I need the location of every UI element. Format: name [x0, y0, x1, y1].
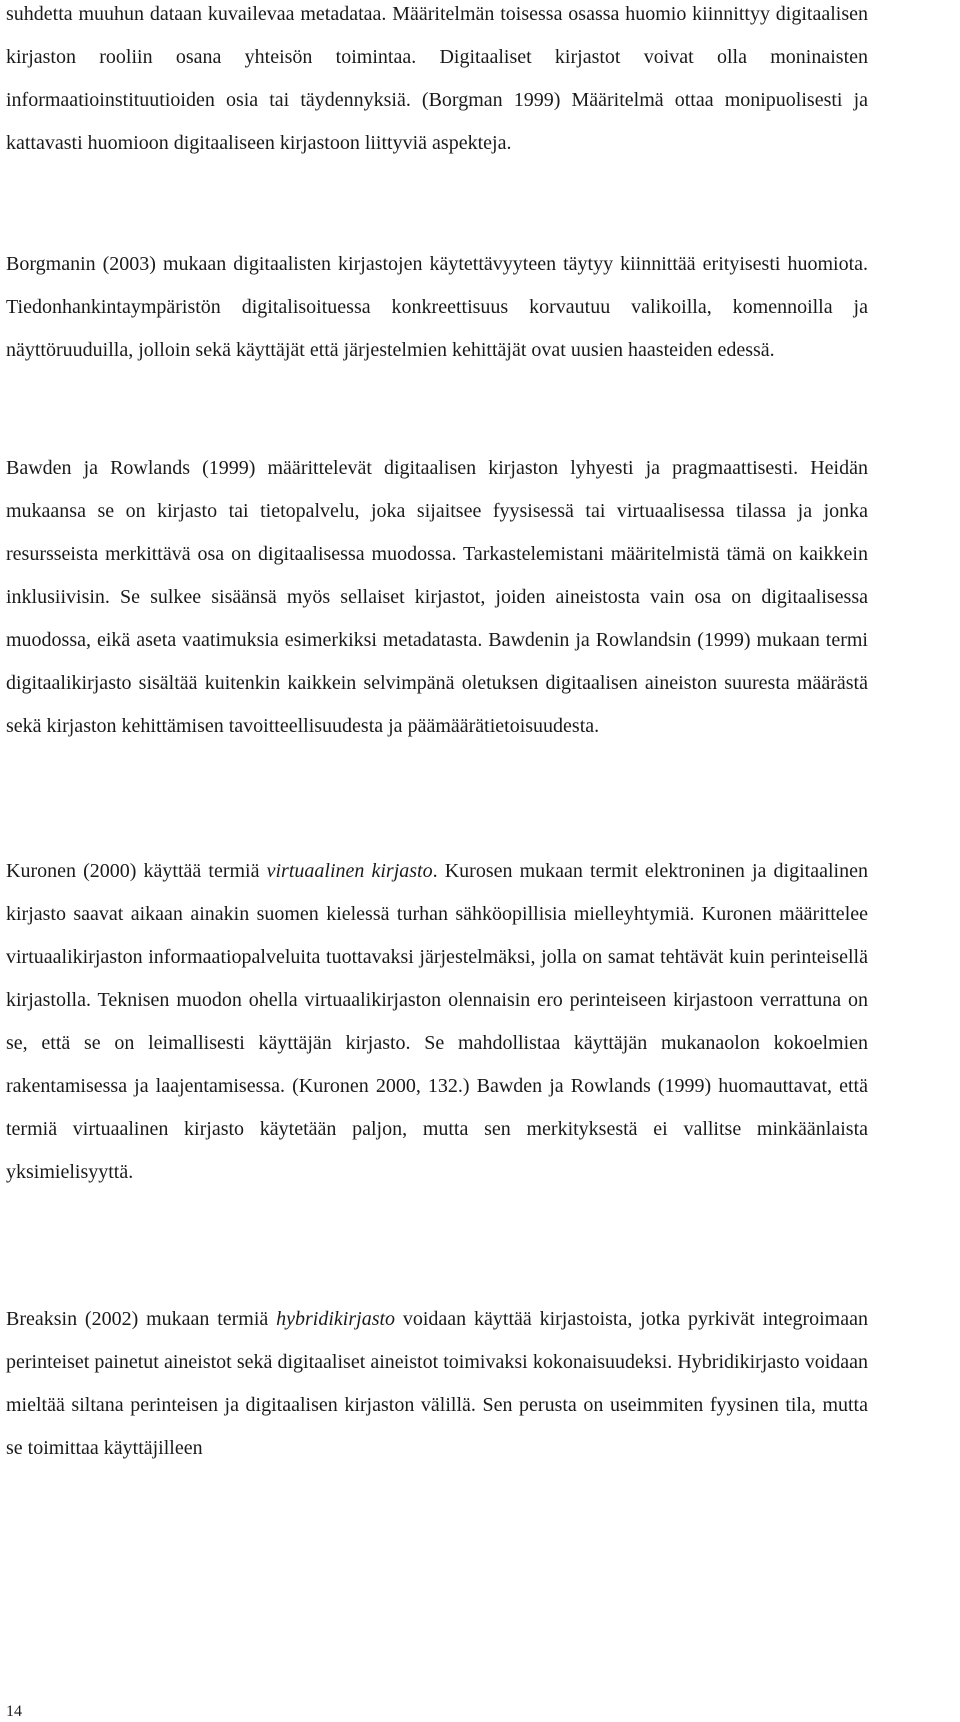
paragraph-text: Borgmanin (2003) mukaan digitaalisten kirjastojen käytettävyyteen täytyy kiinnittää erityisesti huomiota. Tiedonhankintaympäristön digitalisoituessa konkreettisuus korvautuu valikoilla, komennoilla ja näyttöruuduilla, jolloin sekä käyttäjät että järjestelmien kehittäjät ovat uusien haasteiden edessä.	[6, 253, 868, 361]
paragraph-virtual-library	[6, 850, 868, 1194]
paragraph-digital-library-definition	[6, 0, 868, 165]
paragraph-text-after: . Kurosen mukaan termit elektroninen ja digitaalinen kirjasto saavat aikaan ainakin suomen kielessä turhan sähköopillisia mielleyhtymiä. Kuronen määrittelee virtuaalikirjaston informaatiopalveluita tuottavaksi järjestelmäksi, jolla on samat tehtävät kuin perinteisellä kirjastolla. Teknisen muodon ohella virtuaalikirjaston olennaisin ero perinteiseen kirjastoon verrattuna on se, että se on leimallisesti käyttäjän kirjasto. Se mahdollistaa käyttäjän mukanaolon kokoelmien rakentamisessa ja laajentamisessa. (Kuronen 2000, 132.) Bawden ja Rowlands (1999) huomauttavat, että termiä virtuaalinen kirjasto käytetään paljon, mutta sen merkityksestä ei vallitse minkäänlaista yksimielisyyttä.	[6, 860, 868, 1183]
paragraph-hybrid-library	[6, 1298, 868, 1470]
paragraph-text-after: voidaan käyttää kirjastoista, jotka pyrkivät integroimaan perinteiset painetut aineistot sekä digitaaliset aineistot toimivaksi kokonaisuudeksi. Hybridikirjasto voidaan mieltää siltana perinteisen ja digitaalisen kirjaston välillä. Sen perusta on useimmiten fyysinen tila, mutta se toimittaa käyttäjilleen	[6, 1308, 868, 1459]
paragraph-text: suhdetta muuhun dataan kuvailevaa metadataa. Määritelmän toisessa osassa huomio kiinnittyy digitaalisen kirjaston rooliin osana yhteisön toimintaa. Digitaaliset kirjastot voivat olla moninaisten informaatioinstituutioiden osia tai täydennyksiä. (Borgman 1999) Määritelmä ottaa monipuolisesti ja kattavasti huomioon digitaaliseen kirjastoon liittyviä aspekteja.	[6, 3, 868, 154]
emphasized-term: hybridikirjasto	[276, 1308, 396, 1330]
paragraph-bawden-rowlands	[6, 447, 868, 748]
paragraph-text-before: Breaksin (2002) mukaan termiä	[6, 1308, 277, 1330]
page-number: 14	[6, 1703, 22, 1720]
emphasized-term: virtuaalinen kirjasto	[266, 860, 433, 882]
paragraph-text: Bawden ja Rowlands (1999) määrittelevät digitaalisen kirjaston lyhyesti ja pragmaattisesti. Heidän mukaansa se on kirjasto tai tietopalvelu, joka sijaitsee fyysisessä tai virtuaalisessa tilassa ja jonka resursseista merkittävä osa on digitaalisessa muodossa. Tarkastelemistani määritelmistä tämä on kaikkein inklusiivisin. Se sulkee sisäänsä myös sellaiset kirjastot, joiden aineistosta vain osa on digitaalisessa muodossa, eikä aseta vaatimuksia esimerkiksi metadatasta. Bawdenin ja Rowlandsin (1999) mukaan termi digitaalikirjasto sisältää kuitenkin kaikkein selvimpänä oletuksen digitaalisen aineiston suuresta määrästä sekä kirjaston kehittämisen tavoitteellisuudesta ja päämäärätietoisuudesta.	[6, 457, 868, 737]
paragraph-text-before: Kuronen (2000) käyttää termiä	[6, 860, 267, 882]
paragraph-borgman-usability	[6, 243, 868, 372]
